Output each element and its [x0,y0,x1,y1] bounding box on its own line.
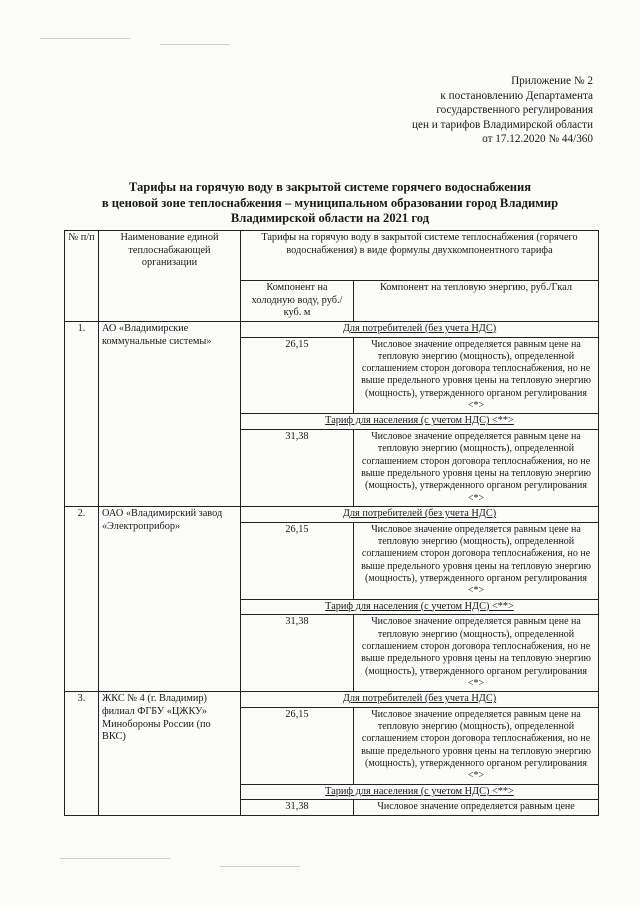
appendix-line: к постановлению Департамента [440,89,593,102]
row-number: 3. [65,692,99,816]
appendix-line: цен и тарифов Владимирской области [412,118,593,131]
cold-water-price: 31,38 [241,430,354,507]
org-name: АО «Владимирские коммунальные системы» [99,321,241,506]
population-band: Тариф для населения (с учетом НДС) <**> [241,784,599,800]
appendix-line: Приложение № 2 [511,75,593,87]
table-row [65,692,599,708]
thermal-component: Числовое значение определяется равным цене на тепловую энергию (мощность), определенной соглашением сторон договора теплоснабжения, но не выше предельного уровня цены на тепловую энергию (мощность), утвержденного органом регулирования <*> [354,337,599,414]
table-row [65,506,599,522]
row-number: 1. [65,321,99,506]
cold-water-price: 31,38 [241,615,354,692]
consumer-band: Для потребителей (без учета НДС) [241,692,599,708]
scan-speck [160,44,230,45]
consumer-band: Для потребителей (без учета НДС) [241,321,599,337]
title-line: в ценовой зоне теплоснабжения – муниципальном образовании город Владимир [101,195,559,210]
thermal-component: Числовое значение определяется равным цене на тепловую энергию (мощность), определенной соглашением сторон договора теплоснабжения, но не выше предельного уровня цены на тепловую энергию (мощность), утвержденного органом регулирования <*> [354,707,599,784]
cold-water-price: 26,15 [241,707,354,784]
appendix-header [333,74,593,147]
header-thermal: Компонент на тепловую энергию, руб./Гкал [354,281,599,322]
appendix-line: государственного регулирования [436,104,593,117]
consumer-band: Для потребителей (без учета НДС) [241,506,599,522]
cold-water-price: 31,38 [241,800,354,816]
scan-speck [40,38,130,39]
title-line: Тарифы на горячую воду в закрытой системе горячего водоснабжения [128,180,532,194]
population-band: Тариф для населения (с учетом НДС) <**> [241,599,599,615]
thermal-component: Числовое значение определяется равным цене на тепловую энергию (мощность), определенной соглашением сторон договора теплоснабжения, но не выше предельного уровня цены на тепловую энергию (мощность), утвержденного органом регулирования <*> [354,430,599,507]
header-cold-water: Компонент на холодную воду, руб./куб. м [241,281,354,322]
population-band: Тариф для населения (с учетом НДС) <**> [241,414,599,430]
header-row [65,231,599,281]
org-name: ОАО «Владимирский завод «Электроприбор» [99,506,241,691]
cold-water-price: 26,15 [241,337,354,414]
org-name: ЖКС № 4 (г. Владимир) филиал ФГБУ «ЦЖКУ» Минобороны России (по ВКС) [99,692,241,816]
thermal-component: Числовое значение определяется равным цене [354,800,599,816]
header-tariffs: Тарифы на горячую воду в закрытой системе теплоснабжения (горячего водоснабжения) в виде формулы двухкомпонентного тарифа [241,231,599,281]
cold-water-price: 26,15 [241,522,354,599]
header-num: № п/п [65,231,99,322]
scan-speck [220,866,300,867]
thermal-component: Числовое значение определяется равным цене на тепловую энергию (мощность), определенной соглашением сторон договора теплоснабжения, но не выше предельного уровня цены на тепловую энергию (мощность), утвержденного органом регулирования <*> [354,615,599,692]
scan-speck [60,858,170,859]
title-line: Владимирской области на 2021 год [230,211,430,226]
appendix-date-line: от 17.12.2020 № 44/360 [482,133,593,146]
document-title [60,180,600,227]
tariff-table [64,230,599,816]
header-org: Наименование единой теплоснабжающей организации [99,231,241,322]
thermal-component: Числовое значение определяется равным цене на тепловую энергию (мощность), определенной соглашением сторон договора теплоснабжения, но не выше предельного уровня цены на тепловую энергию (мощность), утвержденного органом регулирования <*> [354,522,599,599]
table-row [65,321,599,337]
row-number: 2. [65,506,99,691]
